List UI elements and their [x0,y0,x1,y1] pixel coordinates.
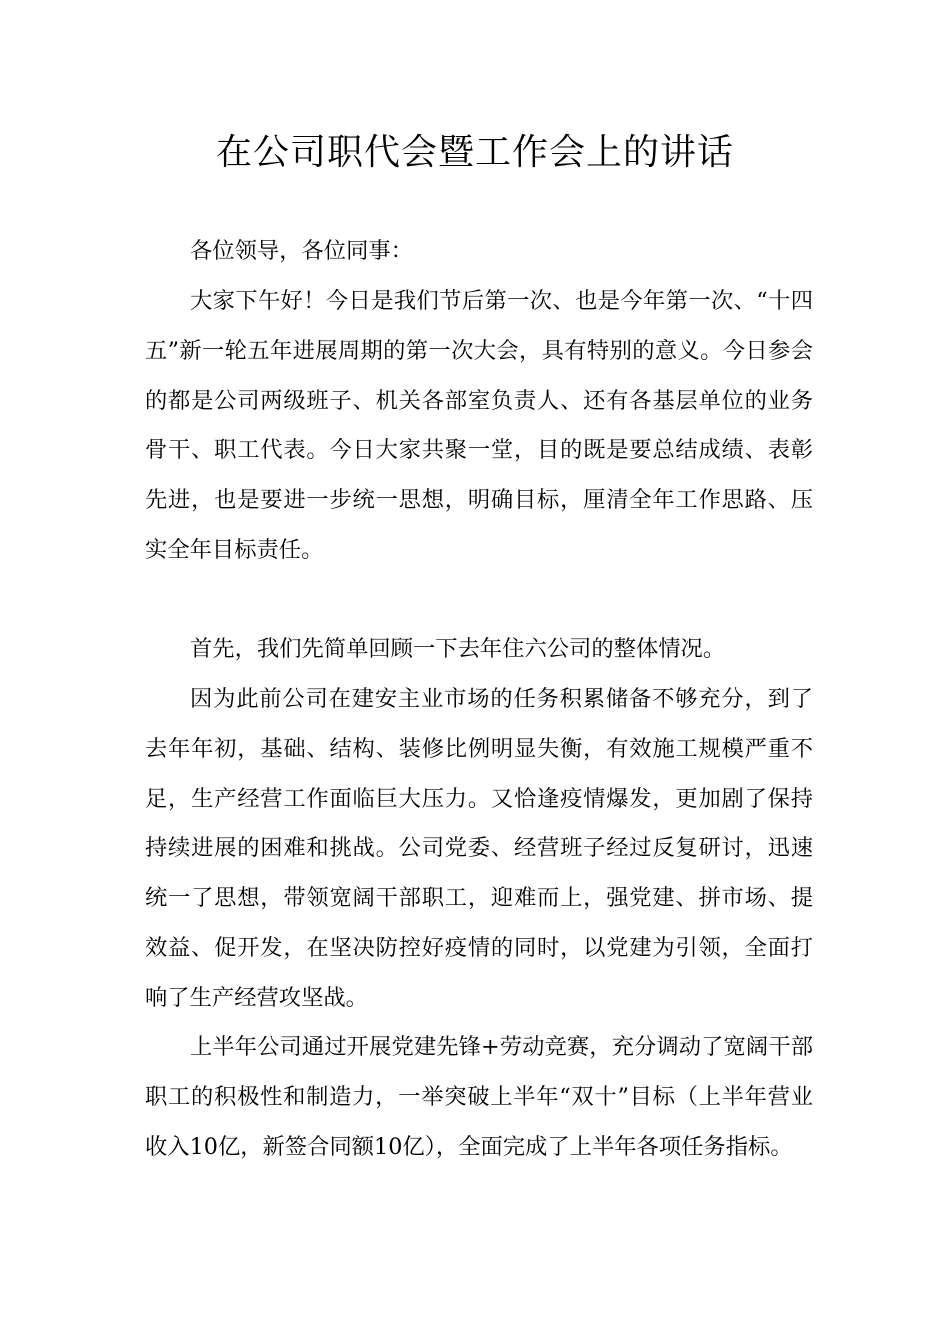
document-title: 在公司职代会暨工作会上的讲话 [215,132,734,173]
review-intro-paragraph: 首先，我们先简单回顾一下去年住六公司的整体情况。 [190,636,726,662]
salutation-paragraph: 各位领导，各位同事： [190,238,413,264]
opening-paragraph: 大家下午好！今日是我们节后第一次、也是今年第一次、“十四五”新一轮五年进展周期的第一次大会，具有特别的意义。今日参会的都是公司两级班子、机关各部室负责人、还有各基层单位的业务骨干、职工代表。今日大家共聚一堂，目的既是要总结成绩、表彰先进，也是要进一步统一思想，明确目标，厘清全年工作思路、压实全年目标责任。 [145,288,813,563]
first-half-paragraph: 上半年公司通过开展党建先锋+劳动竞赛，充分调动了宽阔干部职工的积极性和制造力，一举突破上半年“双十”目标（上半年营业收入10亿，新签合同额10亿），全面完成了上半年各项任务指标。 [145,1034,813,1160]
background-paragraph: 因为此前公司在建安主业市场的任务积累储备不够充分，到了去年年初，基础、结构、装修比例明显失衡，有效施工规模严重不足，生产经营工作面临巨大压力。又恰逢疫情爆发，更加剧了保持持续进展的困难和挑战。公司党委、经营班子经过反复研讨，迅速统一了思想，带领宽阔干部职工，迎难而上，强党建、拼市场、提效益、促开发，在坚决防控好疫情的同时，以党建为引领，全面打响了生产经营攻坚战。 [145,686,813,1011]
